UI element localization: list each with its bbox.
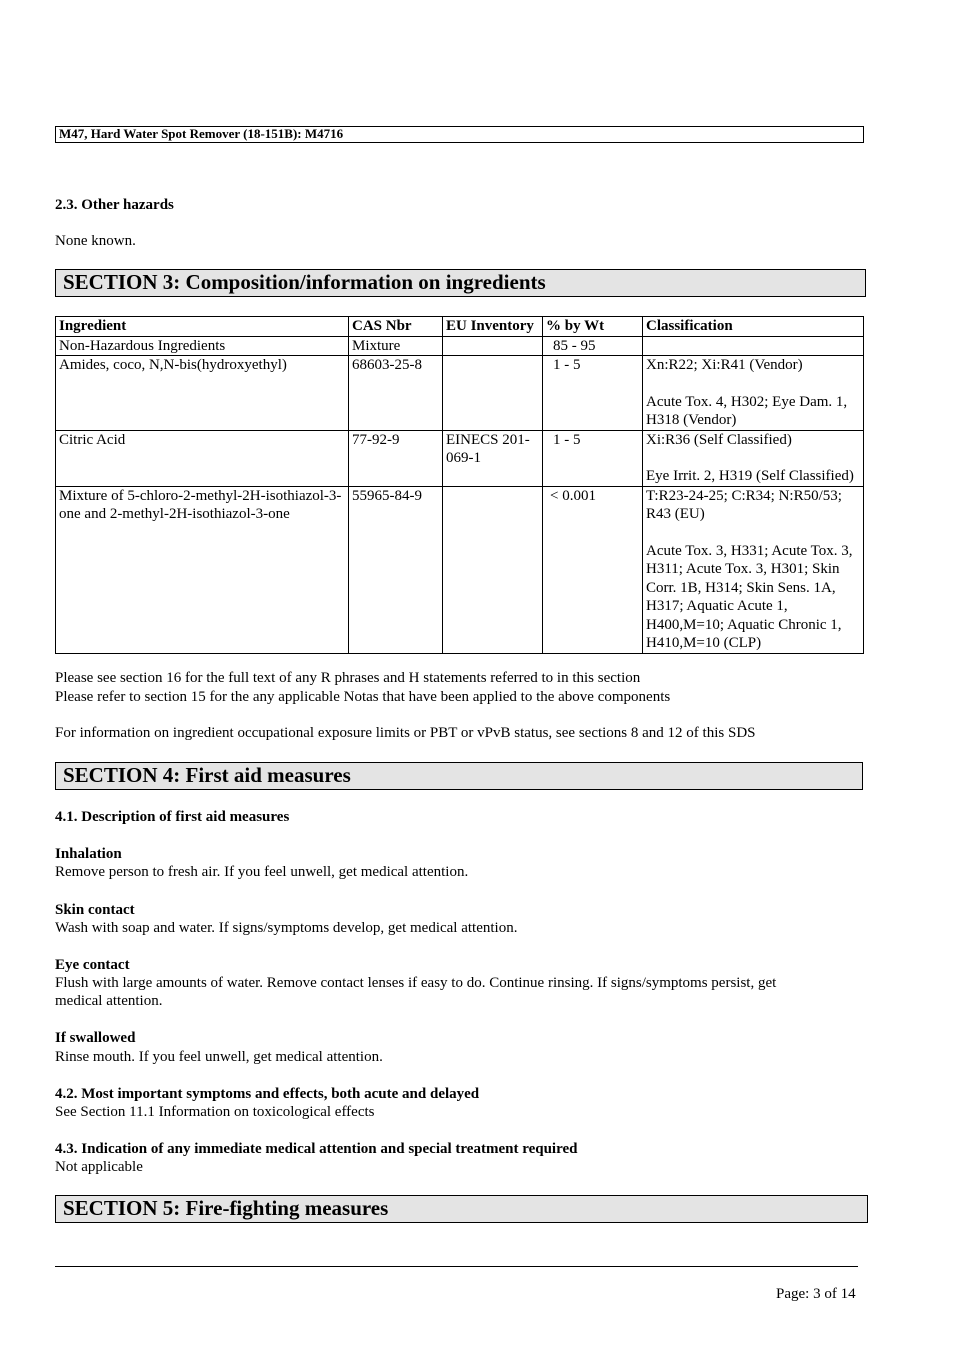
if-swallowed-text: Rinse mouth. If you feel unwell, get medical attention. [55,1049,383,1065]
table-row [56,356,864,431]
first-aid-description-heading: 4.1. Description of first aid measures [55,809,290,825]
eye-contact-text-cont: medical attention. [55,993,163,1009]
eye-contact-text: Flush with large amounts of water. Remove contact lenses if easy to do. Continue rinsing. If signs/symptoms persist, get [55,975,777,991]
classification-line: Acute Tox. 4, H302; Eye Dam. 1, H318 (Vendor) [646,393,848,428]
classification-line: T:R23-24-25; C:R34; N:R50/53; R43 (EU) [646,487,842,522]
classification-line: Xn:R22; Xi:R41 (Vendor) [646,357,803,373]
cell-ingredient: Amides, coco, N,N-bis(hydroxyethyl) [56,356,349,431]
inhalation-text: Remove person to fresh air. If you feel unwell, get medical attention. [55,864,469,880]
section-3-title: SECTION 3: Composition/information on ingredients [55,269,866,297]
cell-classification [643,430,864,486]
medical-attention-heading: 4.3. Indication of any immediate medical attention and special treatment required [55,1141,578,1157]
cell-classification [643,336,864,356]
cell-ingredient: Non-Hazardous Ingredients [56,336,349,356]
symptoms-text: See Section 11.1 Information on toxicological effects [55,1104,375,1120]
inhalation-heading: Inhalation [55,846,122,862]
column-header-ingredient: Ingredient [56,317,349,337]
eye-contact-heading: Eye contact [55,957,130,973]
table-row [56,336,864,356]
symptoms-heading: 4.2. Most important symptoms and effects, both acute and delayed [55,1086,480,1102]
cell-eu [443,336,543,356]
table-header-row [56,317,864,337]
cell-pct: 85 - 95 [543,336,643,356]
other-hazards-heading: 2.3. Other hazards [55,197,174,213]
ingredients-table [55,316,864,654]
classification-line: Eye Irrit. 2, H319 (Self Classified) [646,468,854,484]
cell-pct: 1 - 5 [543,356,643,431]
cell-cas: Mixture [349,336,443,356]
section-5-title: SECTION 5: Fire-fighting measures [55,1195,868,1223]
classification-line: Acute Tox. 3, H331; Acute Tox. 3, H311; Acute Tox. 3, H301; Skin Corr. 1B, H314; Skin Sens. 1A, H317; Aquatic Acute 1, H400,M=10; Aquatic Chronic 1, H410,M=10 (CLP) [646,542,853,651]
cell-classification [643,486,864,653]
cell-cas: 77-92-9 [349,430,443,486]
section-4-title: SECTION 4: First aid measures [55,762,863,790]
column-header-cas: CAS Nbr [349,317,443,337]
cell-ingredient: Mixture of 5-chloro-2-methyl-2H-isothiazol-3-one and 2-methyl-2H-isothiazol-3-one [56,486,349,653]
cell-pct: 1 - 5 [543,430,643,486]
cell-classification [643,356,864,431]
cell-pct: < 0.001 [543,486,643,653]
notas-note: Please refer to section 15 for the any applicable Notas that have been applied to the above components [55,689,671,705]
r-phrases-note: Please see section 16 for the full text of any R phrases and H statements referred to in this section [55,670,641,686]
column-header-classification: Classification [643,317,864,337]
other-hazards-text: None known. [55,233,136,249]
skin-contact-heading: Skin contact [55,902,135,918]
medical-attention-text: Not applicable [55,1159,143,1175]
cell-cas: 55965-84-9 [349,486,443,653]
document-header: M47, Hard Water Spot Remover (18-151B): M4716 [55,126,864,143]
column-header-pct: % by Wt [543,317,643,337]
cell-eu: EINECS 201-069-1 [443,430,543,486]
column-header-eu-inventory: EU Inventory [443,317,543,337]
cell-cas: 68603-25-8 [349,356,443,431]
cell-ingredient: Citric Acid [56,430,349,486]
cell-eu [443,486,543,653]
table-row [56,486,864,653]
cell-eu [443,356,543,431]
if-swallowed-heading: If swallowed [55,1030,136,1046]
exposure-limits-note: For information on ingredient occupational exposure limits or PBT or vPvB status, see sections 8 and 12 of this SDS [55,725,756,741]
page-number: Page: 3 of 14 [776,1286,856,1302]
skin-contact-text: Wash with soap and water. If signs/symptoms develop, get medical attention. [55,920,518,936]
table-row [56,430,864,486]
footer-divider [55,1266,858,1267]
classification-line: Xi:R36 (Self Classified) [646,431,792,448]
